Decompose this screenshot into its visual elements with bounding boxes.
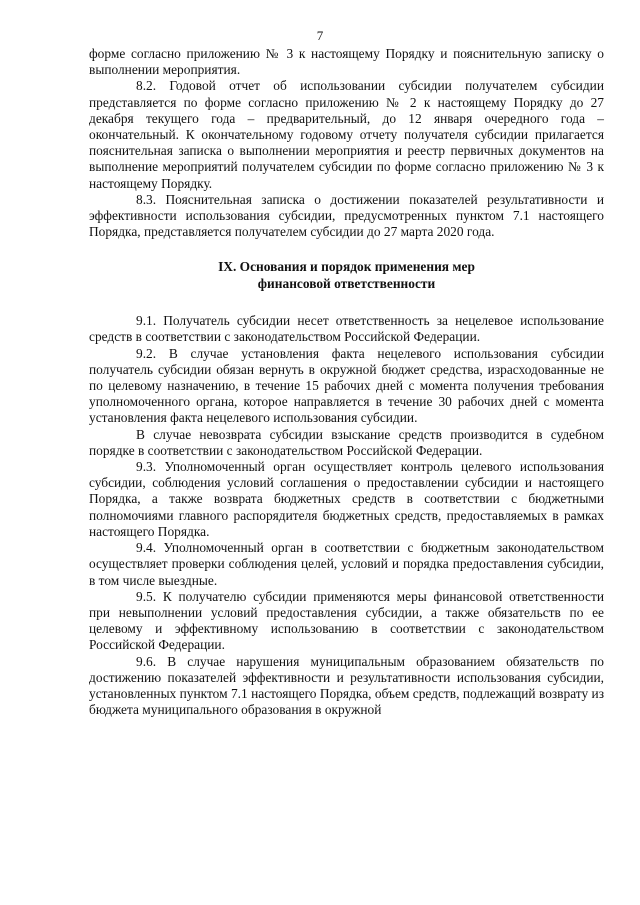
paragraph-9-1: 9.1. Получатель субсидии несет ответственность за нецелевое использование средств в соответствии с законодательством Российской Федерации.: [89, 313, 604, 345]
paragraph-9-2-continued: В случае невозврата субсидии взыскание средств производится в судебном порядке в соответствии с законодательством Российской Федерации.: [89, 426, 604, 458]
section-heading: [89, 259, 604, 292]
paragraph-9-6: 9.6. В случае нарушения муниципальным образованием обязательств по достижению показателей эффективности и результативности использования субсидии, установленных пунктом 7.1 настоящего Порядка, объем средств, подлежащий возврату из бюджета муниципального образования в окружной: [89, 653, 604, 718]
paragraph-8-2: 8.2. Годовой отчет об использовании субсидии получателем субсидии представляется по форме согласно приложению № 2 к настоящему Порядку до 27 декабря текущего года – предварительный, до 12 января очередного года – окончательный. К окончательному годовому отчету получателя субсидии прилагается пояснительная записка о выполнении мероприятия и реестр первичных документов на выполнение мероприятий получателем субсидии по форме согласно приложению № 3 к настоящему Порядку.: [89, 78, 604, 191]
paragraph-9-5: 9.5. К получателю субсидии применяются меры финансовой ответственности при невыполнении условий предоставления субсидии, а также обязательств по ее целевому и эффективному использованию в соответствии с законодательством Российской Федерации.: [89, 588, 604, 653]
paragraph-9-2: 9.2. В случае установления факта нецелевого использования субсидии получатель субсидии обязан вернуть в окружной бюджет средства, израсходованные не по целевому назначению, в течение 15 рабочих дней с момента получения требования уполномоченного органа, которое направляется в течение 30 рабочих дней с момента установления факта нецелевого использования субсидии.: [89, 345, 604, 426]
paragraph-8-3: 8.3. Пояснительная записка о достижении показателей результативности и эффективности использования субсидии, предусмотренных пунктом 7.1 настоящего Порядка, представляется получателем субсидии до 27 марта 2020 года.: [89, 191, 604, 240]
section-heading-line-2: финансовой ответственности: [257, 275, 436, 291]
page-number: 7: [316, 28, 324, 43]
section-heading-line-1: IX. Основания и порядок применения мер: [218, 259, 475, 275]
paragraph-continuation: форме согласно приложению № 3 к настоящему Порядку и пояснительную записку о выполнении мероприятия.: [89, 46, 604, 78]
paragraph-9-4: 9.4. Уполномоченный орган в соответствии с бюджетным законодательством осуществляет проверки соблюдения целей, условий и порядка предоставления субсидии, в том числе выездные.: [89, 540, 604, 588]
paragraph-9-3: 9.3. Уполномоченный орган осуществляет контроль целевого использования субсидии, соблюдения условий соглашения о предоставлении субсидии и настоящего Порядка, а также возврата бюджетных средств в соответствии с бюджетными полномочиями главного распорядителя бюджетных средств, предоставляемых в рамках настоящего Порядка.: [89, 459, 604, 539]
document-body: [89, 46, 604, 718]
